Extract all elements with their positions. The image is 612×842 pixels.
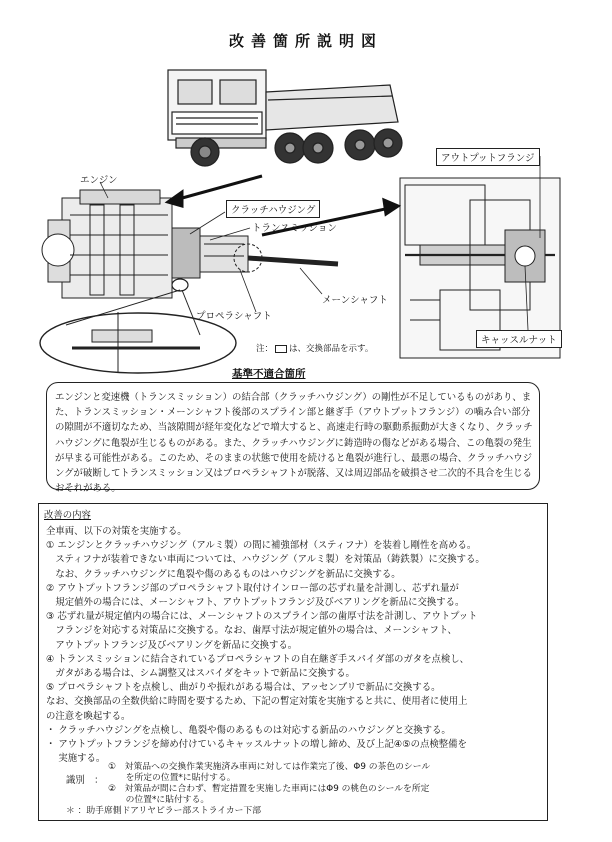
identification-line: の位置*に貼付する。 — [108, 795, 210, 805]
improvement-line: 実施する。 — [46, 753, 106, 765]
improvement-line: なお、クラッチハウジングに亀裂や傷のあるものはハウジングを新品に交換する。 — [46, 568, 401, 580]
improvement-line: ③ 芯ずれ量が規定値内の場合には、メーンシャフトのスプライン部の歯厚寸法を計測し、アウトプット — [46, 611, 478, 623]
note-suffix: は、交換部品を示す。 — [289, 344, 374, 354]
improvement-line: スティフナが装着できない車両については、ハウジング（アルミ製）を対策品（鋳鉄製）に交換する。 — [46, 554, 485, 566]
page-title: 改善箇所説明図 — [228, 32, 383, 50]
identification-line: ② 対策品が間に合わず、暫定措置を実施した車両にはΦ9 の桃色のシールを所定 — [108, 784, 430, 794]
improvement-line: ⑤ プロペラシャフトを点検し、曲がりや振れがある場合は、アッセンブリで新品に交換する。 — [46, 682, 441, 694]
improvement-line: ④ トランスミッションに結合されているプロペラシャフトの自在継ぎ手スパイダ部のガタを点検し、 — [46, 653, 470, 665]
note-prefix: 注： — [256, 344, 274, 354]
label-transmission: トランスミッション — [252, 223, 337, 234]
identification-label: 識別 ： — [66, 775, 104, 786]
dump-truck-illustration — [168, 70, 402, 166]
label-engine: エンジン — [80, 175, 118, 186]
label-castle-nut: キャッスルナット — [476, 330, 562, 348]
label-propeller-shaft: プロペラシャフト — [196, 311, 272, 322]
label-clutch-housing: クラッチハウジング — [226, 200, 320, 218]
improvement-heading: 改善の内容 — [44, 510, 91, 521]
diagram-illustration — [0, 0, 612, 380]
nonconforming-title: 基準不適合箇所 — [232, 368, 306, 380]
replacement-box-icon — [275, 345, 287, 353]
label-output-flange: アウトプットフランジ — [436, 148, 540, 166]
footnote: ＊ ：助手席側ドアリヤピラー部ストライカー下部 — [66, 806, 262, 816]
improvement-line: フランジを対応する対策品に交換する。なお、歯厚寸法が規定値外の場合は、メーンシャフト、 — [46, 625, 457, 637]
improvement-line: 全車両、以下の対策を実施する。 — [46, 526, 187, 537]
improvement-line: ・ クラッチハウジングを点検し、亀裂や傷のあるものは対応する新品のハウジングと交換する。 — [46, 724, 451, 736]
label-main-shaft: メーンシャフト — [322, 295, 388, 306]
improvement-line: 規定値外の場合には、メーンシャフト、アウトプットフランジ及びベアリングを新品に交換する。 — [46, 597, 465, 608]
improvement-line: ① エンジンとクラッチハウジング（アルミ製）の間に補強部材（スティフナ）を装着し剛性を高める。 — [46, 540, 477, 552]
identification-line: を所定の位置*に貼付する。 — [108, 773, 236, 783]
improvement-line: の注意を喚起する。 — [46, 710, 131, 722]
improvement-line: なお、交換部品の全数供給に時間を要するため、下記の暫定対策を実施すると共に、使用者に使用上 — [46, 696, 468, 708]
improvement-line: ガタがある場合は、シム調整又はスパイダをキットで新品に交換する。 — [46, 668, 355, 679]
improvement-line: ② アウトプットフランジ部のプロペラシャフト取付けインロー部の芯ずれ量を計測し、芯ずれ量が — [46, 582, 459, 594]
description-text: エンジンと変速機（トランスミッション）の結合部（クラッチハウジング）の剛性が不足しているものがあり、また、トランスミッション・メーンシャフト後部のスプライン部と継ぎ手（アウトプットフランジ）の噛み合い部分の隙間が不適切なため、当該隙間が経年変化などで増大すると、高速走行時の駆動系振動が大きくなり、クラッチハウジングに亀裂が生じるものがある。また、クラッチハウジングに鋳造時の傷などがある場合、この亀裂の発生が早まる可能性がある。このため、そのままの状態で使用を続けると亀裂が進行し、最悪の場合、クラッチハウジングが破断してトランスミッション又はプロペラシャフトが脱落、又は周辺部品を破損させ二次的不具合を生じるおそれがある。 — [55, 392, 533, 495]
improvement-line: アウトプットフランジ及びベアリングを新品に交換する。 — [46, 639, 298, 651]
identification-line: ① 対策品への交換作業実施済み車両に対しては作業完了後、Φ9 の茶色のシール — [108, 762, 431, 772]
improvement-line: ・ アウトプットフランジを締め付けているキャッスルナットの増し締め、及び上記④⑤の点検整備を — [46, 739, 467, 750]
replacement-note — [256, 342, 373, 354]
